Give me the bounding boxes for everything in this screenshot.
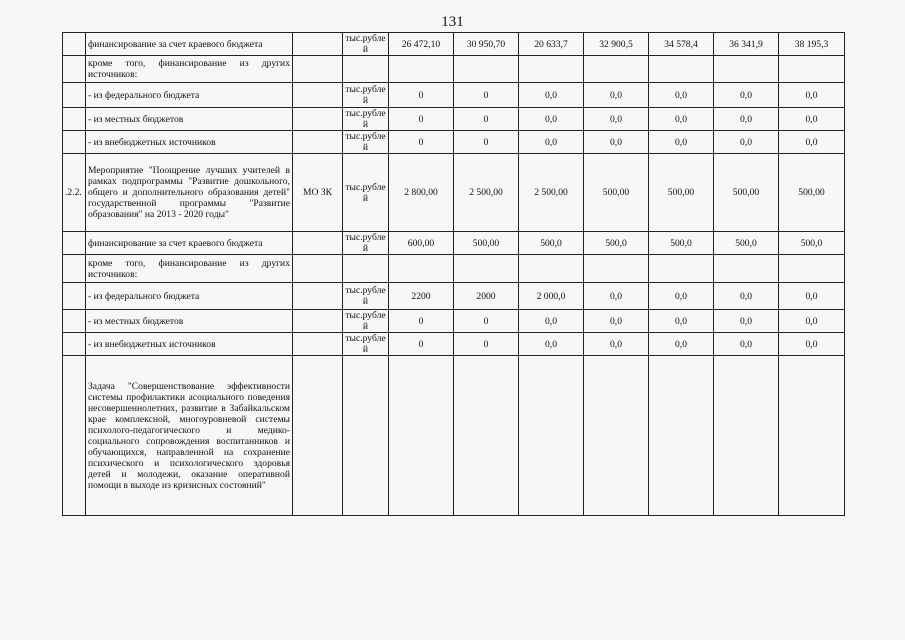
executor-cell [293, 33, 343, 56]
value-cell [714, 56, 779, 83]
unit-cell: тыс.рублей [343, 232, 389, 255]
value-cell [584, 56, 649, 83]
table-row [63, 131, 845, 154]
value-cell [649, 255, 714, 283]
value-cell: 0,0 [584, 310, 649, 333]
value-cell: 500,0 [519, 232, 584, 255]
table-row [63, 283, 845, 310]
row-number-cell [63, 108, 86, 131]
value-cell: 500,00 [584, 154, 649, 232]
table-row [63, 33, 845, 56]
value-cell: 0 [389, 333, 454, 356]
value-cell: 0,0 [584, 108, 649, 131]
table-row [63, 154, 845, 232]
value-cell: 500,0 [714, 232, 779, 255]
value-cell: 0,0 [649, 310, 714, 333]
unit-cell: тыс.рублей [343, 131, 389, 154]
row-number-cell [63, 83, 86, 108]
row-name-cell: - из внебюджетных источников [86, 333, 293, 356]
row-name-cell: финансирование за счет краевого бюджета [86, 33, 293, 56]
value-cell: 0 [454, 333, 519, 356]
unit-cell: тыс.рублей [343, 33, 389, 56]
executor-cell [293, 310, 343, 333]
row-number-cell [63, 356, 86, 516]
row-name-cell: - из местных бюджетов [86, 310, 293, 333]
value-cell: 0 [389, 83, 454, 108]
value-cell: 0,0 [519, 108, 584, 131]
value-cell: 0,0 [779, 131, 845, 154]
row-number-cell: .2.2. [63, 154, 86, 232]
unit-cell: тыс.рублей [343, 283, 389, 310]
value-cell: 0 [454, 108, 519, 131]
value-cell [519, 356, 584, 516]
value-cell: 0,0 [779, 83, 845, 108]
row-name-cell: кроме того, финансирование из других источников: [86, 56, 293, 83]
value-cell: 500,0 [649, 232, 714, 255]
value-cell [584, 356, 649, 516]
value-cell [389, 356, 454, 516]
row-name-cell: Мероприятие "Поощрение лучших учителей в рамках подпрограммы "Развитие дошкольного, общего и дополнительного образования детей" государственной программы "Развитие образования" на 2013 - 2020 годы" [86, 154, 293, 232]
executor-cell [293, 356, 343, 516]
value-cell [389, 56, 454, 83]
executor-cell [293, 333, 343, 356]
value-cell: 0,0 [584, 333, 649, 356]
executor-cell [293, 56, 343, 83]
value-cell [649, 356, 714, 516]
row-name-cell: - из федерального бюджета [86, 283, 293, 310]
row-name-cell: Задача "Совершенствование эффективности системы профилактики асоциального поведения несовершеннолетних, развитие в Забайкальском крае комплексной, многоуровневой системы психолого-педагогического и медико-социального сопровождения воспитанников и обучающихся, направленной на сохранение психического и психологического здоровья детей и молодежи, оказание оперативной помощи в выходе из кризисных состояний" [86, 356, 293, 516]
value-cell: 0,0 [519, 333, 584, 356]
value-cell [714, 356, 779, 516]
table-row [63, 232, 845, 255]
value-cell [779, 255, 845, 283]
row-number-cell [63, 232, 86, 255]
row-name-cell: финансирование за счет краевого бюджета [86, 232, 293, 255]
value-cell [584, 255, 649, 283]
table-row [63, 255, 845, 283]
value-cell: 0,0 [649, 283, 714, 310]
value-cell: 0,0 [584, 83, 649, 108]
value-cell: 500,00 [714, 154, 779, 232]
row-number-cell [63, 255, 86, 283]
row-number-cell [63, 283, 86, 310]
value-cell: 2 500,00 [454, 154, 519, 232]
row-name-cell: - из федерального бюджета [86, 83, 293, 108]
value-cell: 0,0 [779, 108, 845, 131]
unit-cell: тыс.рублей [343, 310, 389, 333]
budget-table-body [63, 33, 845, 516]
table-row [63, 56, 845, 83]
value-cell: 36 341,9 [714, 33, 779, 56]
value-cell: 0 [454, 310, 519, 333]
value-cell: 0,0 [714, 83, 779, 108]
unit-cell [343, 356, 389, 516]
value-cell: 0,0 [714, 310, 779, 333]
value-cell: 0,0 [779, 310, 845, 333]
value-cell: 0 [389, 131, 454, 154]
executor-cell [293, 131, 343, 154]
value-cell: 32 900,5 [584, 33, 649, 56]
value-cell [389, 255, 454, 283]
value-cell: 0,0 [649, 333, 714, 356]
value-cell: 0 [389, 310, 454, 333]
unit-cell: тыс.рублей [343, 154, 389, 232]
executor-cell [293, 283, 343, 310]
executor-cell [293, 255, 343, 283]
row-number-cell [63, 33, 86, 56]
value-cell [519, 255, 584, 283]
value-cell: 0,0 [714, 108, 779, 131]
page-number: 131 [441, 14, 464, 30]
page-bottom-margin [0, 560, 905, 640]
row-number-cell [63, 333, 86, 356]
value-cell: 0 [454, 131, 519, 154]
value-cell [649, 56, 714, 83]
table-row [63, 333, 845, 356]
value-cell [454, 255, 519, 283]
executor-cell [293, 232, 343, 255]
value-cell: 500,00 [454, 232, 519, 255]
value-cell: 38 195,3 [779, 33, 845, 56]
unit-cell: тыс.рублей [343, 83, 389, 108]
value-cell [779, 56, 845, 83]
value-cell: 30 950,70 [454, 33, 519, 56]
row-number-cell [63, 131, 86, 154]
value-cell [454, 56, 519, 83]
table-row [63, 108, 845, 131]
value-cell: 2 500,00 [519, 154, 584, 232]
value-cell: 0,0 [519, 310, 584, 333]
row-number-cell [63, 310, 86, 333]
value-cell: 20 633,7 [519, 33, 584, 56]
table-row [63, 310, 845, 333]
value-cell: 600,00 [389, 232, 454, 255]
executor-cell: МО ЗК [293, 154, 343, 232]
value-cell: 500,00 [649, 154, 714, 232]
executor-cell [293, 83, 343, 108]
value-cell: 0,0 [584, 131, 649, 154]
value-cell: 0,0 [649, 131, 714, 154]
value-cell: 500,0 [779, 232, 845, 255]
value-cell: 500,0 [584, 232, 649, 255]
unit-cell: тыс.рублей [343, 108, 389, 131]
value-cell: 34 578,4 [649, 33, 714, 56]
value-cell: 2 800,00 [389, 154, 454, 232]
value-cell: 2200 [389, 283, 454, 310]
value-cell [779, 356, 845, 516]
value-cell: 0,0 [584, 283, 649, 310]
value-cell [714, 255, 779, 283]
budget-table [62, 32, 845, 516]
value-cell: 2 000,0 [519, 283, 584, 310]
value-cell: 0,0 [649, 83, 714, 108]
unit-cell: тыс.рублей [343, 333, 389, 356]
value-cell [454, 356, 519, 516]
value-cell: 26 472,10 [389, 33, 454, 56]
executor-cell [293, 108, 343, 131]
row-name-cell: - из местных бюджетов [86, 108, 293, 131]
value-cell: 0,0 [779, 333, 845, 356]
row-name-cell: - из внебюджетных источников [86, 131, 293, 154]
value-cell: 0,0 [779, 283, 845, 310]
value-cell: 2000 [454, 283, 519, 310]
row-name-cell: кроме того, финансирование из других источников: [86, 255, 293, 283]
value-cell: 0,0 [519, 131, 584, 154]
value-cell: 0 [454, 83, 519, 108]
value-cell: 0,0 [519, 83, 584, 108]
table-row [63, 356, 845, 516]
value-cell: 500,00 [779, 154, 845, 232]
value-cell: 0,0 [714, 131, 779, 154]
unit-cell [343, 56, 389, 83]
row-number-cell [63, 56, 86, 83]
unit-cell [343, 255, 389, 283]
value-cell: 0 [389, 108, 454, 131]
table-row [63, 83, 845, 108]
value-cell: 0,0 [714, 333, 779, 356]
value-cell [519, 56, 584, 83]
value-cell: 0,0 [649, 108, 714, 131]
value-cell: 0,0 [714, 283, 779, 310]
